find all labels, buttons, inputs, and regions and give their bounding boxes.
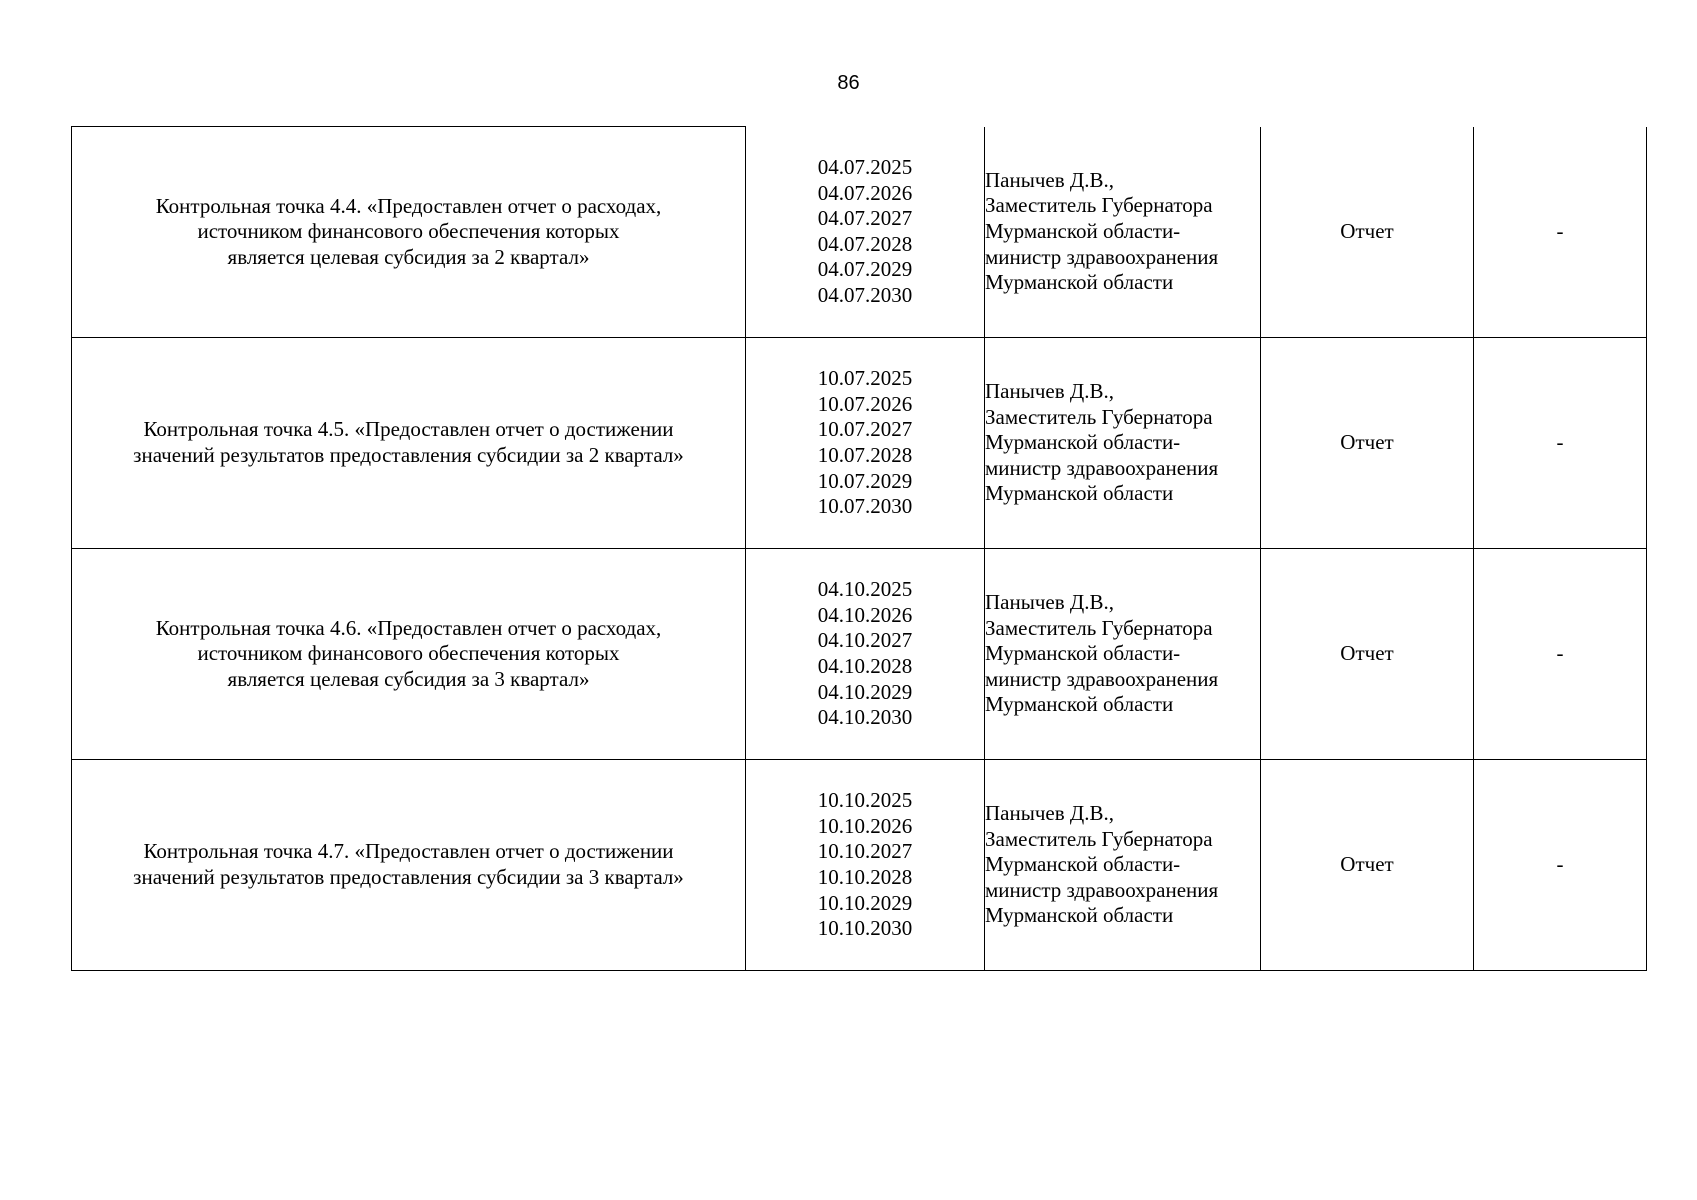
deadline-dates-cell bbox=[746, 338, 985, 549]
responsible-person-line: Заместитель Губернатора bbox=[985, 826, 1213, 851]
table-row bbox=[72, 760, 1647, 971]
responsible-person-line: Мурманской области bbox=[985, 903, 1174, 928]
deadline-date: 10.10.2028 bbox=[817, 865, 913, 889]
control-point-name-cell bbox=[72, 127, 746, 338]
deadline-date: 10.07.2026 bbox=[817, 391, 913, 416]
deadline-date: 10.07.2029 bbox=[817, 468, 913, 493]
control-point-name: Контрольная точка 4.6. «Предоставлен отчет о расходах, источником финансового обеспечения которых является целевая субсидия за 3 квартал» bbox=[155, 615, 662, 691]
table-row bbox=[72, 127, 1647, 338]
control-point-name-cell bbox=[72, 760, 746, 971]
responsible-person-line: Мурманской области bbox=[985, 692, 1174, 717]
extra-info-cell: - bbox=[1474, 338, 1647, 549]
extra-info-cell: - bbox=[1474, 760, 1647, 971]
table-row bbox=[72, 549, 1647, 760]
deadline-date: 04.10.2030 bbox=[817, 705, 913, 730]
control-point-name: Контрольная точка 4.5. «Предоставлен отчет о достижении значений результатов предоставления субсидии за 2 квартал» bbox=[133, 417, 684, 467]
deadline-date: 04.07.2027 bbox=[817, 206, 913, 231]
deadline-dates-cell bbox=[746, 760, 985, 971]
document-type-cell: Отчет bbox=[1261, 338, 1474, 549]
deadline-date: 04.07.2030 bbox=[817, 282, 913, 307]
responsible-person-line: Мурманской области bbox=[985, 270, 1174, 295]
control-point-name: Контрольная точка 4.4. «Предоставлен отчет о расходах, источником финансового обеспечения которых является целевая субсидия за 2 квартал» bbox=[155, 193, 662, 269]
responsible-person-line: Панычев Д.В., bbox=[985, 590, 1114, 615]
responsible-person-cell bbox=[985, 338, 1261, 549]
deadline-date: 10.10.2026 bbox=[817, 813, 913, 838]
table-row bbox=[72, 338, 1647, 549]
deadline-date: 04.07.2028 bbox=[817, 231, 913, 256]
deadline-date: 04.07.2026 bbox=[817, 180, 913, 205]
responsible-person-line: Мурманской области- bbox=[985, 641, 1181, 666]
deadline-dates-cell bbox=[746, 127, 985, 338]
deadline-date: 10.07.2027 bbox=[817, 417, 913, 442]
deadline-date: 04.10.2025 bbox=[817, 577, 913, 602]
deadline-date: 10.10.2029 bbox=[817, 890, 913, 915]
document-type-cell: Отчет bbox=[1261, 549, 1474, 760]
deadline-date: 04.10.2026 bbox=[817, 602, 913, 627]
responsible-person-cell bbox=[985, 760, 1261, 971]
responsible-person-line: министр здравоохранения bbox=[985, 455, 1219, 480]
control-points-table bbox=[71, 126, 1647, 971]
responsible-person-line: Мурманской области- bbox=[985, 218, 1181, 243]
extra-info-cell: - bbox=[1474, 549, 1647, 760]
deadline-date: 04.10.2029 bbox=[817, 679, 913, 704]
control-point-name-cell bbox=[72, 549, 746, 760]
responsible-person-cell bbox=[985, 127, 1261, 338]
deadline-date: 04.07.2025 bbox=[817, 154, 913, 179]
deadline-date: 10.07.2028 bbox=[817, 443, 913, 467]
extra-info-cell: - bbox=[1474, 127, 1647, 338]
responsible-person-line: министр здравоохранения bbox=[985, 877, 1219, 902]
control-point-name-cell bbox=[72, 338, 746, 549]
control-point-name: Контрольная точка 4.7. «Предоставлен отчет о достижении значений результатов предоставления субсидии за 3 квартал» bbox=[133, 839, 684, 889]
deadline-date: 04.07.2029 bbox=[817, 257, 913, 282]
deadline-date: 10.07.2025 bbox=[817, 366, 913, 391]
responsible-person-line: Заместитель Губернатора bbox=[985, 404, 1213, 429]
responsible-person-line: министр здравоохранения bbox=[985, 244, 1219, 269]
deadline-date: 10.10.2027 bbox=[817, 839, 913, 864]
deadline-date: 04.10.2028 bbox=[817, 654, 913, 678]
deadline-date: 04.10.2027 bbox=[817, 628, 913, 653]
responsible-person-line: Мурманской области- bbox=[985, 430, 1181, 455]
responsible-person-line: Мурманской области- bbox=[985, 852, 1181, 877]
responsible-person-line: Заместитель Губернатора bbox=[985, 193, 1213, 218]
document-type-cell: Отчет bbox=[1261, 127, 1474, 338]
responsible-person-line: министр здравоохранения bbox=[985, 666, 1219, 691]
responsible-person-cell bbox=[985, 549, 1261, 760]
responsible-person-line: Панычев Д.В., bbox=[985, 167, 1114, 192]
deadline-date: 10.10.2025 bbox=[817, 788, 913, 813]
deadline-dates-cell bbox=[746, 549, 985, 760]
document-type-cell: Отчет bbox=[1261, 760, 1474, 971]
responsible-person-line: Мурманской области bbox=[985, 481, 1174, 506]
responsible-person-line: Заместитель Губернатора bbox=[985, 615, 1213, 640]
responsible-person-line: Панычев Д.В., bbox=[985, 801, 1114, 826]
deadline-date: 10.10.2030 bbox=[817, 916, 913, 941]
responsible-person-line: Панычев Д.В., bbox=[985, 379, 1114, 404]
deadline-date: 10.07.2030 bbox=[817, 494, 913, 519]
page-number: 86 bbox=[837, 72, 860, 94]
